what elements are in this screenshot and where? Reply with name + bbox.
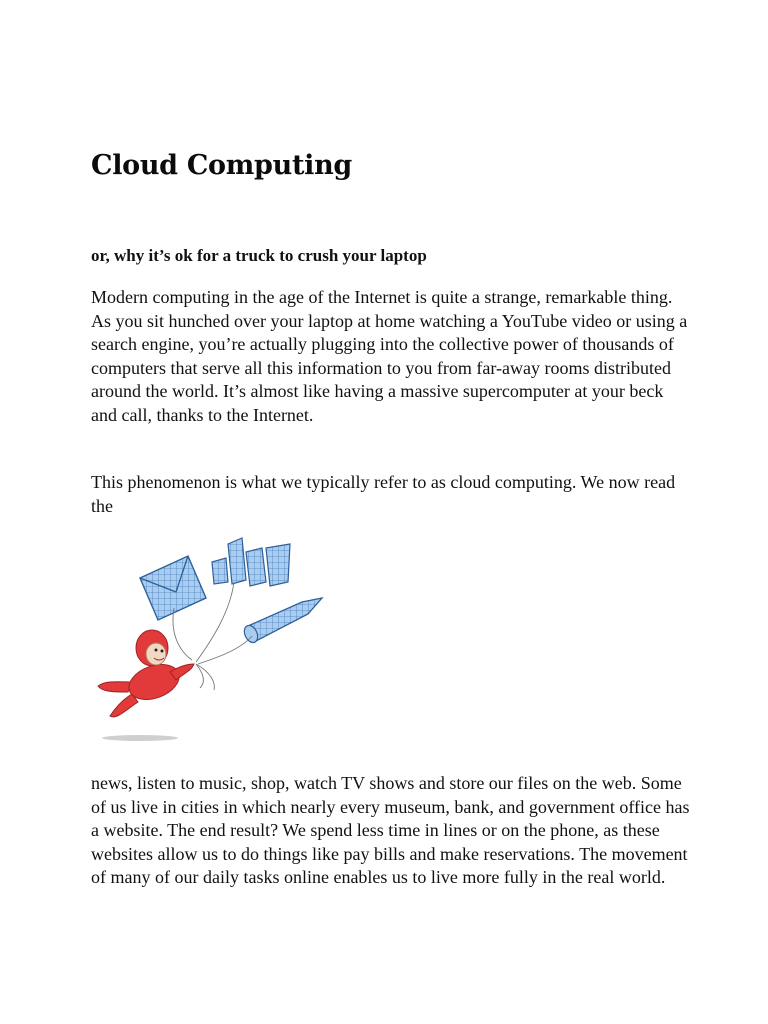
- shadow-icon: [102, 735, 178, 741]
- flying-character-illustration-icon: [92, 532, 328, 746]
- paragraph-3: news, listen to music, shop, watch TV shows and store our files on the web. Some of us live in cities in which nearly every museum, bank, and government office has a website. The end result? We spend less time in lines or on the phone, as these websites allow us to do things like pay bills and make reservations. The movement of many of our daily tasks online enables us to live more fully in the real world.: [91, 773, 690, 887]
- character-icon: [98, 630, 194, 717]
- paragraph-1: Modern computing in the age of the Internet is quite a strange, remarkable thing. As you sit hunched over your laptop at home watching a YouTube video or using a search engine, you’re actually plugging into the collective power of thousands of computers that serve all this information to you from far-away rooms distributed around the world. It’s almost like having a massive supercomputer at your beck and call, thanks to the Internet.: [91, 287, 688, 425]
- envelope-kite-icon: [140, 556, 206, 620]
- subtitle: or, why it’s ok for a truck to crush your laptop: [91, 246, 427, 265]
- paragraph-2: This phenomenon is what we typically refer to as cloud computing. We now read the: [91, 472, 676, 516]
- pen-kite-icon: [242, 598, 322, 645]
- bar-chart-kite-icon: [212, 538, 290, 586]
- page-title: Cloud Computing: [91, 150, 352, 181]
